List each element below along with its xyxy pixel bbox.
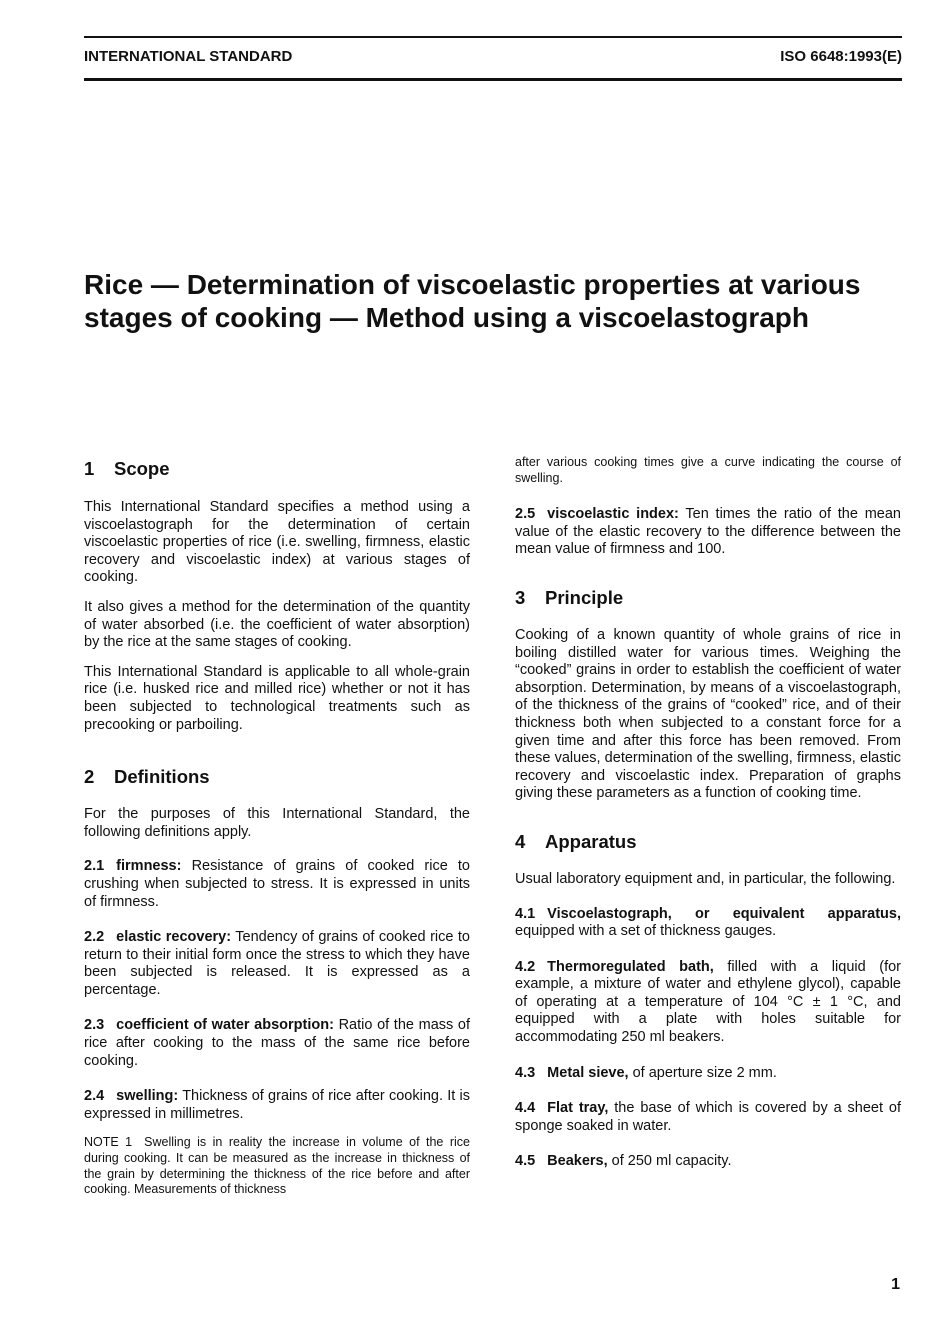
apparatus-text: of 250 ml capacity. xyxy=(607,1153,732,1170)
clause-number: 2.3 xyxy=(84,1017,105,1034)
definition-firmness xyxy=(84,858,470,911)
clause-number: 2.1 xyxy=(84,858,105,875)
apparatus-term: Beakers, xyxy=(547,1153,608,1170)
section-title: Definitions xyxy=(114,766,210,788)
definition-water-absorption xyxy=(84,1017,470,1070)
header-standard-type: INTERNATIONAL STANDARD xyxy=(84,48,293,65)
definition-text: Ten times the ratio of the mean value of the elastic recovery to the difference between the mean value of firmness and 100. xyxy=(515,506,901,558)
apparatus-tray xyxy=(515,1100,901,1135)
clause-number: 4.5 xyxy=(515,1153,536,1170)
apparatus-beakers xyxy=(515,1153,901,1171)
definition-elastic-recovery xyxy=(84,929,470,999)
definition-swelling xyxy=(84,1088,470,1123)
definition-text: Resistance of grains of cooked rice to crushing when subjected to stress. It is expressed in units of firmness. xyxy=(84,858,470,910)
note-1 xyxy=(84,1135,470,1197)
apparatus-term: Metal sieve, xyxy=(547,1064,629,1081)
apparatus-term: Flat tray, xyxy=(547,1100,609,1117)
note-label: NOTE 1 xyxy=(84,1135,133,1150)
definition-term: elastic recovery: xyxy=(116,929,232,946)
apparatus-bath xyxy=(515,959,901,1047)
definition-text: Tendency of grains of cooked rice to return to their initial form once the stress to which they have been subjected is released. It is expressed as a percentage. xyxy=(84,929,471,998)
document-title: Rice — Determination of viscoelastic properties at various stages of cooking — Method using a viscoelastograph xyxy=(84,269,861,333)
principle-paragraph: Cooking of a known quantity of whole grains of rice in boiling distilled water for various times. Weighing the “cooked” grains in order to establish the coefficient of water absorption. Determination, by means of a viscoelastograph, of the thickness of the grains of “cooked” rice, and of their thickness both when subjected to a constant force for a given time and after this force has been removed. From these values, determination of the swelling, firmness, elastic recovery and viscoelastic index. Preparation of graphs giving these parameters as a function of cooking time. xyxy=(515,626,901,802)
clause-number: 2.4 xyxy=(84,1088,105,1105)
apparatus-text: filled with a liquid (for example, a mixture of water and ethylene glycol), capable of operating at a temperature of 104 °C ± 1 °C, and equipped with a plate with holes suitable for accommodating 250 ml beakers. xyxy=(515,958,901,1046)
note-1-continued: after various cooking times give a curve indicating the course of swelling. xyxy=(515,455,901,485)
clause-number: 4.3 xyxy=(515,1064,536,1081)
definition-viscoelastic-index xyxy=(515,506,901,559)
apparatus-text: the base of which is covered by a sheet of sponge soaked in water. xyxy=(515,1100,901,1134)
clause-number: 4.2 xyxy=(515,958,536,975)
apparatus-text: of aperture size 2 mm. xyxy=(628,1064,777,1081)
apparatus-term: Viscoelastograph, or equivalent apparatus, xyxy=(547,905,901,922)
section-heading-scope xyxy=(84,458,470,480)
note-text: Swelling is in reality the increase in volume of the rice during cooking. It can be measured as the increase in thickness of the grain by determining the thickness of the rice before and after cooking. Measurements of thickness xyxy=(84,1135,470,1197)
scope-paragraph-1: This International Standard specifies a method using a viscoelastograph for the determination of certain viscoelastic properties of rice (i.e. swelling, firmness, elastic recovery and viscoelastic index) at various stages of cooking. xyxy=(84,499,470,586)
section-heading-principle xyxy=(515,587,901,609)
apparatus-intro: Usual laboratory equipment and, in particular, the following. xyxy=(515,870,896,887)
page-number: 1 xyxy=(891,1276,900,1293)
section-title: Scope xyxy=(114,458,170,479)
section-title: Principle xyxy=(545,586,624,608)
scope-paragraph-3: This International Standard is applicable to all whole-grain rice (i.e. husked rice and milled rice) whether or not it has been subjected to technological treatments such as precooking or parboiling. xyxy=(84,663,470,733)
section-heading-apparatus xyxy=(515,831,901,853)
scope-paragraph-2: It also gives a method for the determination of the quantity of water absorbed (i.e. the coefficient of water absorption) by the rice at the same stages of cooking. xyxy=(84,598,470,651)
definition-text: Ratio of the mass of rice after cooking to the mass of the same rice before cooking. xyxy=(84,1017,470,1069)
apparatus-viscoelastograph xyxy=(515,906,901,941)
left-column xyxy=(84,453,470,1198)
definition-term: coefficient of water absorption: xyxy=(116,1017,334,1034)
apparatus-text: equipped with a set of thickness gauges. xyxy=(515,923,777,940)
running-header xyxy=(84,48,902,68)
clause-number: 4.4 xyxy=(515,1100,536,1117)
section-title: Apparatus xyxy=(545,830,637,852)
definition-term: viscoelastic index: xyxy=(547,506,679,523)
top-rule xyxy=(84,36,902,38)
section-heading-definitions xyxy=(84,766,470,788)
clause-number: 4.1 xyxy=(515,905,536,922)
section-number: 1 xyxy=(84,458,95,479)
definitions-intro: For the purposes of this International Standard, the following definitions apply. xyxy=(84,806,470,840)
apparatus-sieve xyxy=(515,1065,901,1083)
section-number: 3 xyxy=(515,586,526,608)
apparatus-term: Thermoregulated bath, xyxy=(547,958,714,975)
definition-term: swelling: xyxy=(116,1088,179,1105)
section-number: 2 xyxy=(84,766,95,788)
right-column xyxy=(515,455,901,1171)
clause-number: 2.5 xyxy=(515,506,536,523)
definition-text: Thickness of grains of rice after cooking. It is expressed in millimetres. xyxy=(84,1088,470,1122)
header-standard-number: ISO 6648:1993(E) xyxy=(780,48,902,65)
header-rule xyxy=(84,78,902,81)
section-number: 4 xyxy=(515,830,526,852)
definition-term: firmness: xyxy=(116,858,182,875)
clause-number: 2.2 xyxy=(84,929,105,946)
